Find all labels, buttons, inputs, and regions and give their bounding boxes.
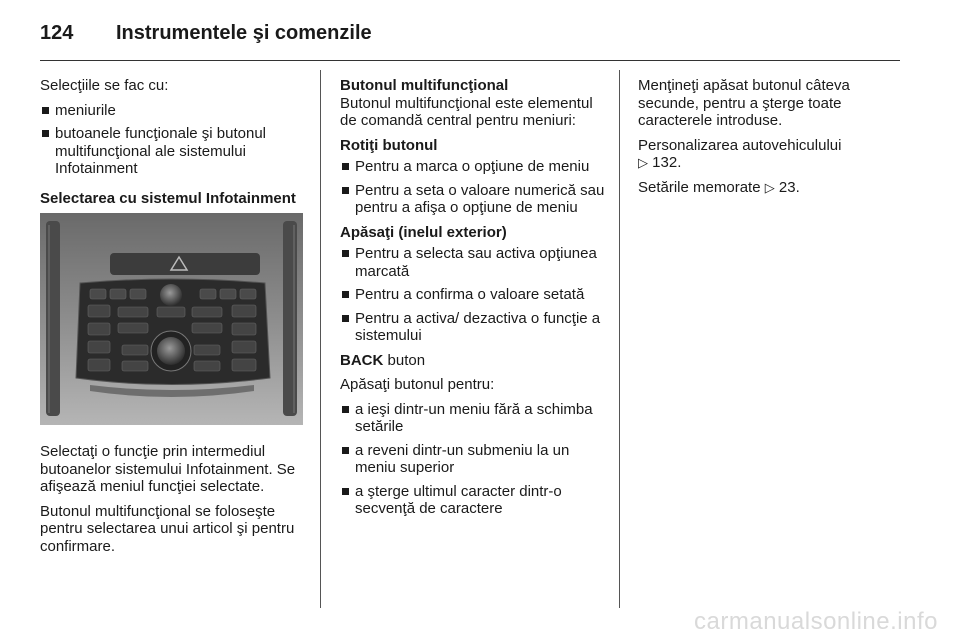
stored-settings-page-ref: 23. [774, 178, 800, 196]
infotainment-panel-photo [40, 213, 303, 425]
column-2 [340, 77, 608, 525]
list-item: Pentru a marca o opţiune de meniu [340, 158, 608, 176]
subheading-turn-knob: Rotiţi butonul [340, 136, 438, 154]
list-item: Pentru a seta o valoare numerică sau pentru a afişa o opţiune de meniu [340, 182, 608, 217]
paragraph-multifunction-intro: Butonul multifuncţional este elementul de comandă central pentru meniuri: [340, 94, 593, 129]
paragraph-personalization-ref [638, 137, 900, 172]
personalization-page-ref: 132. [648, 154, 682, 171]
list-item: meniurile [40, 102, 308, 120]
page-ref-arrow-icon: ▷ [764, 179, 775, 195]
header-rule [40, 60, 900, 61]
page-ref-arrow-icon: ▷ [638, 155, 648, 170]
turn-list [340, 158, 608, 217]
list-item: a ieşi dintr-un meniu fără a schimba setările [340, 401, 608, 436]
subheading-press-ring: Apăsaţi (inelul exterior) [340, 223, 507, 241]
column-divider-1 [320, 70, 321, 608]
paragraph-select-function: Selectaţi o funcţie prin intermediul butoanelor sistemului Infotainment. Se afişează meniul funcţiei selectate. [40, 443, 296, 495]
paragraph-stored-settings-ref [638, 179, 900, 197]
selection-list [40, 102, 308, 178]
press-list [340, 245, 608, 345]
section-heading-multifunction: Butonul multifuncţional [340, 77, 509, 94]
personalization-text: Personalizarea autovehiculului [638, 136, 842, 154]
paragraph-hold-button: Menţineţi apăsat butonul câteva secunde, pentru a şterge toate caracterele introduse. [638, 77, 850, 129]
page-number: 124 [40, 21, 74, 44]
column-3 [638, 77, 900, 203]
list-item: Pentru a confirma o valoare setată [340, 286, 608, 304]
back-label: BACK [340, 351, 384, 369]
column-divider-2 [619, 70, 620, 608]
paragraph-multifunction-usage: Butonul multifuncţional se foloseşte pentru selectarea unui articol şi pentru confirmare. [40, 502, 295, 555]
paragraph-back-intro: Apăsaţi butonul pentru: [340, 376, 495, 393]
stored-settings-text: Setările memorate [638, 178, 765, 196]
back-suffix: buton [383, 351, 426, 369]
selection-intro: Selecţiile se fac cu: [40, 77, 169, 94]
column-1 [40, 77, 308, 562]
watermark: carmanualsonline.info [694, 608, 938, 635]
chapter-title: Instrumentele şi comenzile [116, 21, 372, 44]
list-item: Pentru a selecta sau activa opţiunea marcată [340, 245, 608, 280]
subheading-back-button [340, 352, 608, 370]
list-item: Pentru a activa/ dezactiva o funcţie a sistemului [340, 310, 608, 345]
back-list [340, 401, 608, 518]
section-heading-infotainment: Selectarea cu sistemul Infotainment [40, 189, 296, 207]
list-item: a şterge ultimul caracter dintr-o secvenţă de caractere [340, 483, 608, 518]
page-header [40, 18, 372, 48]
list-item: butoanele funcţionale şi butonul multifuncţional ale sistemului Infotainment [40, 125, 308, 178]
list-item: a reveni dintr-un submeniu la un meniu superior [340, 442, 608, 477]
